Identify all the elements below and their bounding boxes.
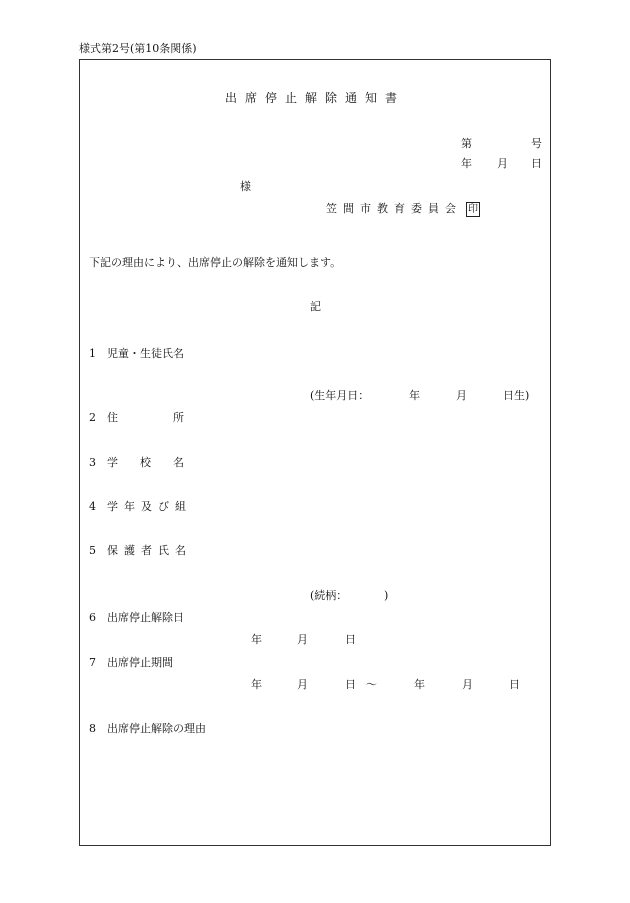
item-number: 8 <box>89 722 96 735</box>
birth-close: 日生) <box>503 389 530 402</box>
item-5 <box>89 544 192 558</box>
birth-year: 年 <box>409 389 420 402</box>
issuer-block <box>326 202 480 217</box>
doc-number-prefix: 第 <box>461 137 472 150</box>
item-3 <box>89 456 184 470</box>
birth-month: 月 <box>456 389 467 402</box>
doc-number-suffix: 号 <box>531 137 542 150</box>
form-number-label: 様式第2号(第10条関係) <box>79 42 197 55</box>
document-title: 出席停止解除通知書 <box>224 91 405 105</box>
item-4 <box>89 500 192 514</box>
date-month: 月 <box>497 157 508 170</box>
birth-open: (生年月日： <box>310 389 370 402</box>
date-day: 日 <box>531 157 542 170</box>
ki-heading: 記 <box>310 300 321 313</box>
item-6 <box>89 611 184 625</box>
period-month-start: 月 <box>297 678 308 691</box>
item-label: 児童・生徒氏名 <box>107 347 184 360</box>
item-7 <box>89 656 173 670</box>
date-year: 年 <box>461 157 472 170</box>
release-month: 月 <box>297 633 308 646</box>
period-day-start: 日 <box>345 678 356 691</box>
release-day: 日 <box>345 633 356 646</box>
intro-text: 下記の理由により、出席停止の解除を通知します。 <box>89 256 342 269</box>
item-label: 出席停止解除の理由 <box>107 722 206 735</box>
item-number: 4 <box>89 500 96 513</box>
item-label: 出席停止解除日 <box>107 611 184 624</box>
period-day-end: 日 <box>509 678 520 691</box>
item-label: 学年及び組 <box>107 500 192 513</box>
release-year: 年 <box>251 633 262 646</box>
item-8 <box>89 722 206 736</box>
item-number: 7 <box>89 656 96 669</box>
period-month-end: 月 <box>462 678 473 691</box>
item-label: 出席停止期間 <box>107 656 173 669</box>
addressee-suffix: 様 <box>240 180 251 193</box>
issuer-name: 笠間市教育委員会 <box>326 202 462 215</box>
seal-mark: 印 <box>468 204 478 215</box>
item-label: 保護者氏名 <box>107 544 192 557</box>
item-1 <box>89 347 184 361</box>
item-number: 3 <box>89 456 96 469</box>
item-label: 住 所 <box>107 411 184 424</box>
period-year-end: 年 <box>414 678 425 691</box>
item-number: 1 <box>89 347 96 360</box>
relation-close: ) <box>384 589 389 602</box>
item-number: 2 <box>89 411 96 424</box>
item-number: 6 <box>89 611 96 624</box>
period-year-start: 年 <box>251 678 262 691</box>
item-number: 5 <box>89 544 96 557</box>
item-2 <box>89 411 184 425</box>
relation-open: (続柄： <box>310 589 348 602</box>
period-tilde: ～ <box>366 678 377 691</box>
item-label: 学 校 名 <box>107 456 184 469</box>
